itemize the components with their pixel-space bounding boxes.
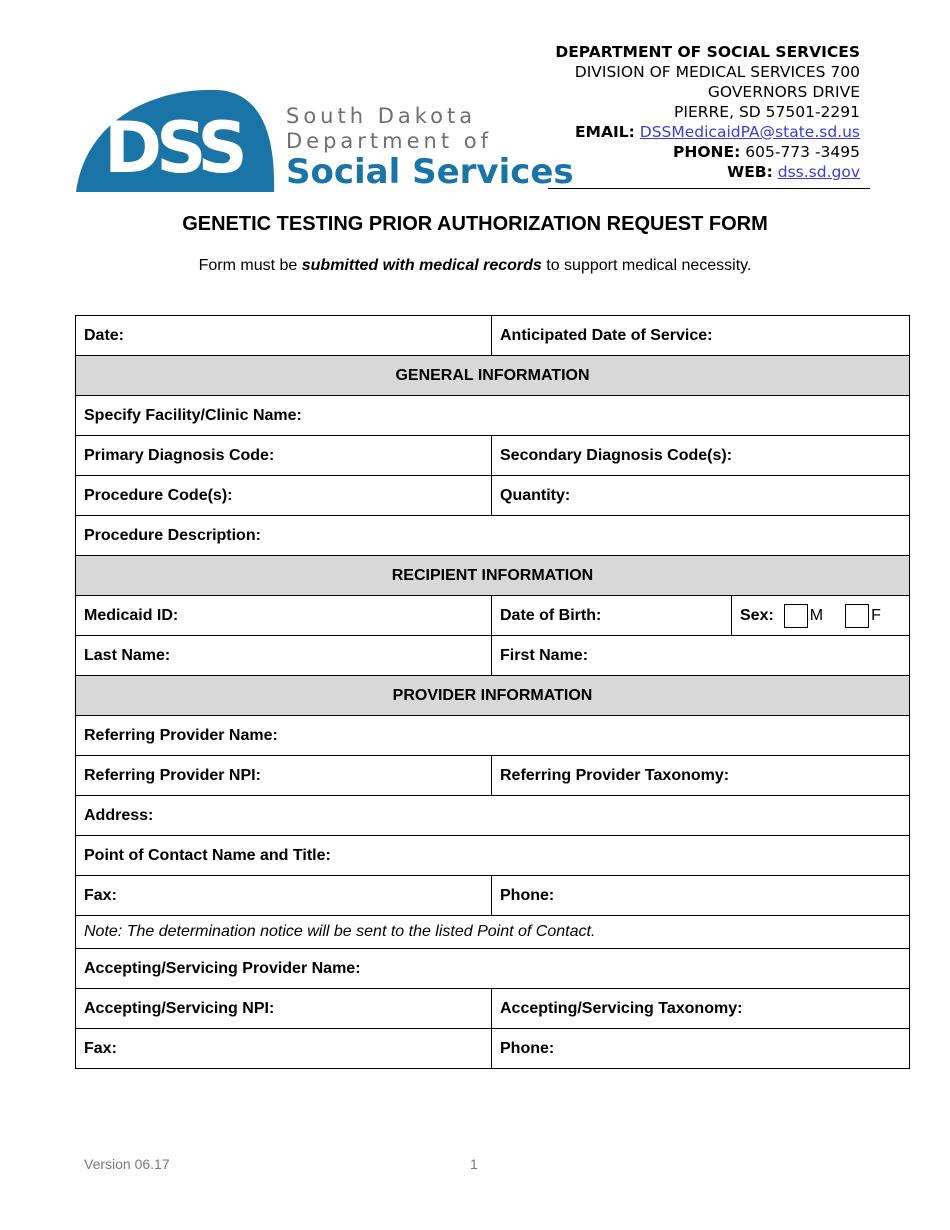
secondary-diagnosis-field[interactable]: Secondary Diagnosis Code(s): <box>492 436 910 476</box>
referring-phone-field[interactable]: Phone: <box>492 876 910 916</box>
table-row <box>76 989 910 1029</box>
table-row <box>76 476 910 516</box>
table-row <box>76 396 910 436</box>
section-header-recipient: RECIPIENT INFORMATION <box>76 556 910 596</box>
table-row <box>76 316 910 356</box>
email-label: EMAIL: <box>574 123 635 141</box>
medicaid-id-field[interactable]: Medicaid ID: <box>76 596 492 636</box>
table-row <box>76 636 910 676</box>
last-name-field[interactable]: Last Name: <box>76 636 492 676</box>
logo-mark: DSS <box>104 107 242 189</box>
accepting-npi-field[interactable]: Accepting/Servicing NPI: <box>76 989 492 1029</box>
procedure-codes-field[interactable]: Procedure Code(s): <box>76 476 492 516</box>
primary-diagnosis-field[interactable]: Primary Diagnosis Code: <box>76 436 492 476</box>
address-line: GOVERNORS DRIVE <box>707 83 860 101</box>
referring-fax-field[interactable]: Fax: <box>76 876 492 916</box>
accepting-taxonomy-field[interactable]: Accepting/Servicing Taxonomy: <box>492 989 910 1029</box>
section-header-general: GENERAL INFORMATION <box>76 356 910 396</box>
table-row <box>76 596 910 636</box>
table-row <box>76 516 910 556</box>
table-row <box>76 916 910 949</box>
sex-f-checkbox[interactable] <box>845 604 869 628</box>
phone-number: 605-773 -3495 <box>745 143 860 161</box>
accepting-phone-field[interactable]: Phone: <box>492 1029 910 1069</box>
request-form-table <box>75 315 910 1069</box>
web-line <box>555 162 860 182</box>
quantity-field[interactable]: Quantity: <box>492 476 910 516</box>
referring-taxonomy-field[interactable]: Referring Provider Taxonomy: <box>492 756 910 796</box>
email-line <box>555 122 860 142</box>
subtitle-emphasis: submitted with medical records <box>301 257 542 274</box>
sex-options <box>740 604 901 628</box>
subtitle-text: to support medical necessity. <box>541 257 752 274</box>
table-row <box>76 356 910 396</box>
address-line: DIVISION OF MEDICAL SERVICES 700 <box>574 63 860 81</box>
sex-m-checkbox[interactable] <box>784 604 808 628</box>
anticipated-date-field[interactable]: Anticipated Date of Service: <box>492 316 910 356</box>
version-label: Version 06.17 <box>84 1156 170 1172</box>
address-line: PIERRE, SD 57501-2291 <box>674 103 860 121</box>
table-row <box>76 716 910 756</box>
logo-wordmark <box>286 104 574 190</box>
table-row <box>76 796 910 836</box>
accepting-fax-field[interactable]: Fax: <box>76 1029 492 1069</box>
sex-f-label: F <box>871 606 881 624</box>
logo-line-department: Department of <box>286 129 492 153</box>
phone-line <box>555 142 860 162</box>
table-row <box>76 436 910 476</box>
date-field[interactable]: Date: <box>76 316 492 356</box>
referring-npi-field[interactable]: Referring Provider NPI: <box>76 756 492 796</box>
table-row <box>76 949 910 989</box>
table-row <box>76 836 910 876</box>
web-link[interactable]: dss.sd.gov <box>777 163 860 181</box>
web-label: WEB: <box>727 163 773 181</box>
referring-provider-name-field[interactable]: Referring Provider Name: <box>76 716 910 756</box>
page-number: 1 <box>470 1156 478 1172</box>
department-name: DEPARTMENT OF SOCIAL SERVICES <box>555 43 860 61</box>
determination-note: Note: The determination notice will be sent to the listed Point of Contact. <box>76 916 910 949</box>
first-name-field[interactable]: First Name: <box>492 636 910 676</box>
logo-line-agency: Social Services <box>286 152 574 192</box>
subtitle-text: Form must be <box>198 257 302 274</box>
facility-name-field[interactable]: Specify Facility/Clinic Name: <box>76 396 910 436</box>
department-contact <box>555 42 860 182</box>
logo-line-state: South Dakota <box>286 104 477 128</box>
table-row <box>76 756 910 796</box>
sex-m-label: M <box>809 606 824 624</box>
table-row <box>76 1029 910 1069</box>
sex-label: Sex: <box>740 606 774 624</box>
table-row <box>76 556 910 596</box>
form-title: GENETIC TESTING PRIOR AUTHORIZATION REQUEST FORM <box>182 213 768 235</box>
point-of-contact-field[interactable]: Point of Contact Name and Title: <box>76 836 910 876</box>
address-field[interactable]: Address: <box>76 796 910 836</box>
section-header-provider: PROVIDER INFORMATION <box>76 676 910 716</box>
header-divider <box>548 188 870 189</box>
table-row <box>76 676 910 716</box>
form-subtitle <box>0 257 950 275</box>
date-of-birth-field[interactable]: Date of Birth: <box>492 596 732 636</box>
sex-field <box>732 596 910 636</box>
phone-label: PHONE: <box>673 143 741 161</box>
accepting-provider-name-field[interactable]: Accepting/Servicing Provider Name: <box>76 949 910 989</box>
procedure-description-field[interactable]: Procedure Description: <box>76 516 910 556</box>
email-link[interactable]: DSSMedicaidPA@state.sd.us <box>639 123 860 141</box>
table-row <box>76 876 910 916</box>
